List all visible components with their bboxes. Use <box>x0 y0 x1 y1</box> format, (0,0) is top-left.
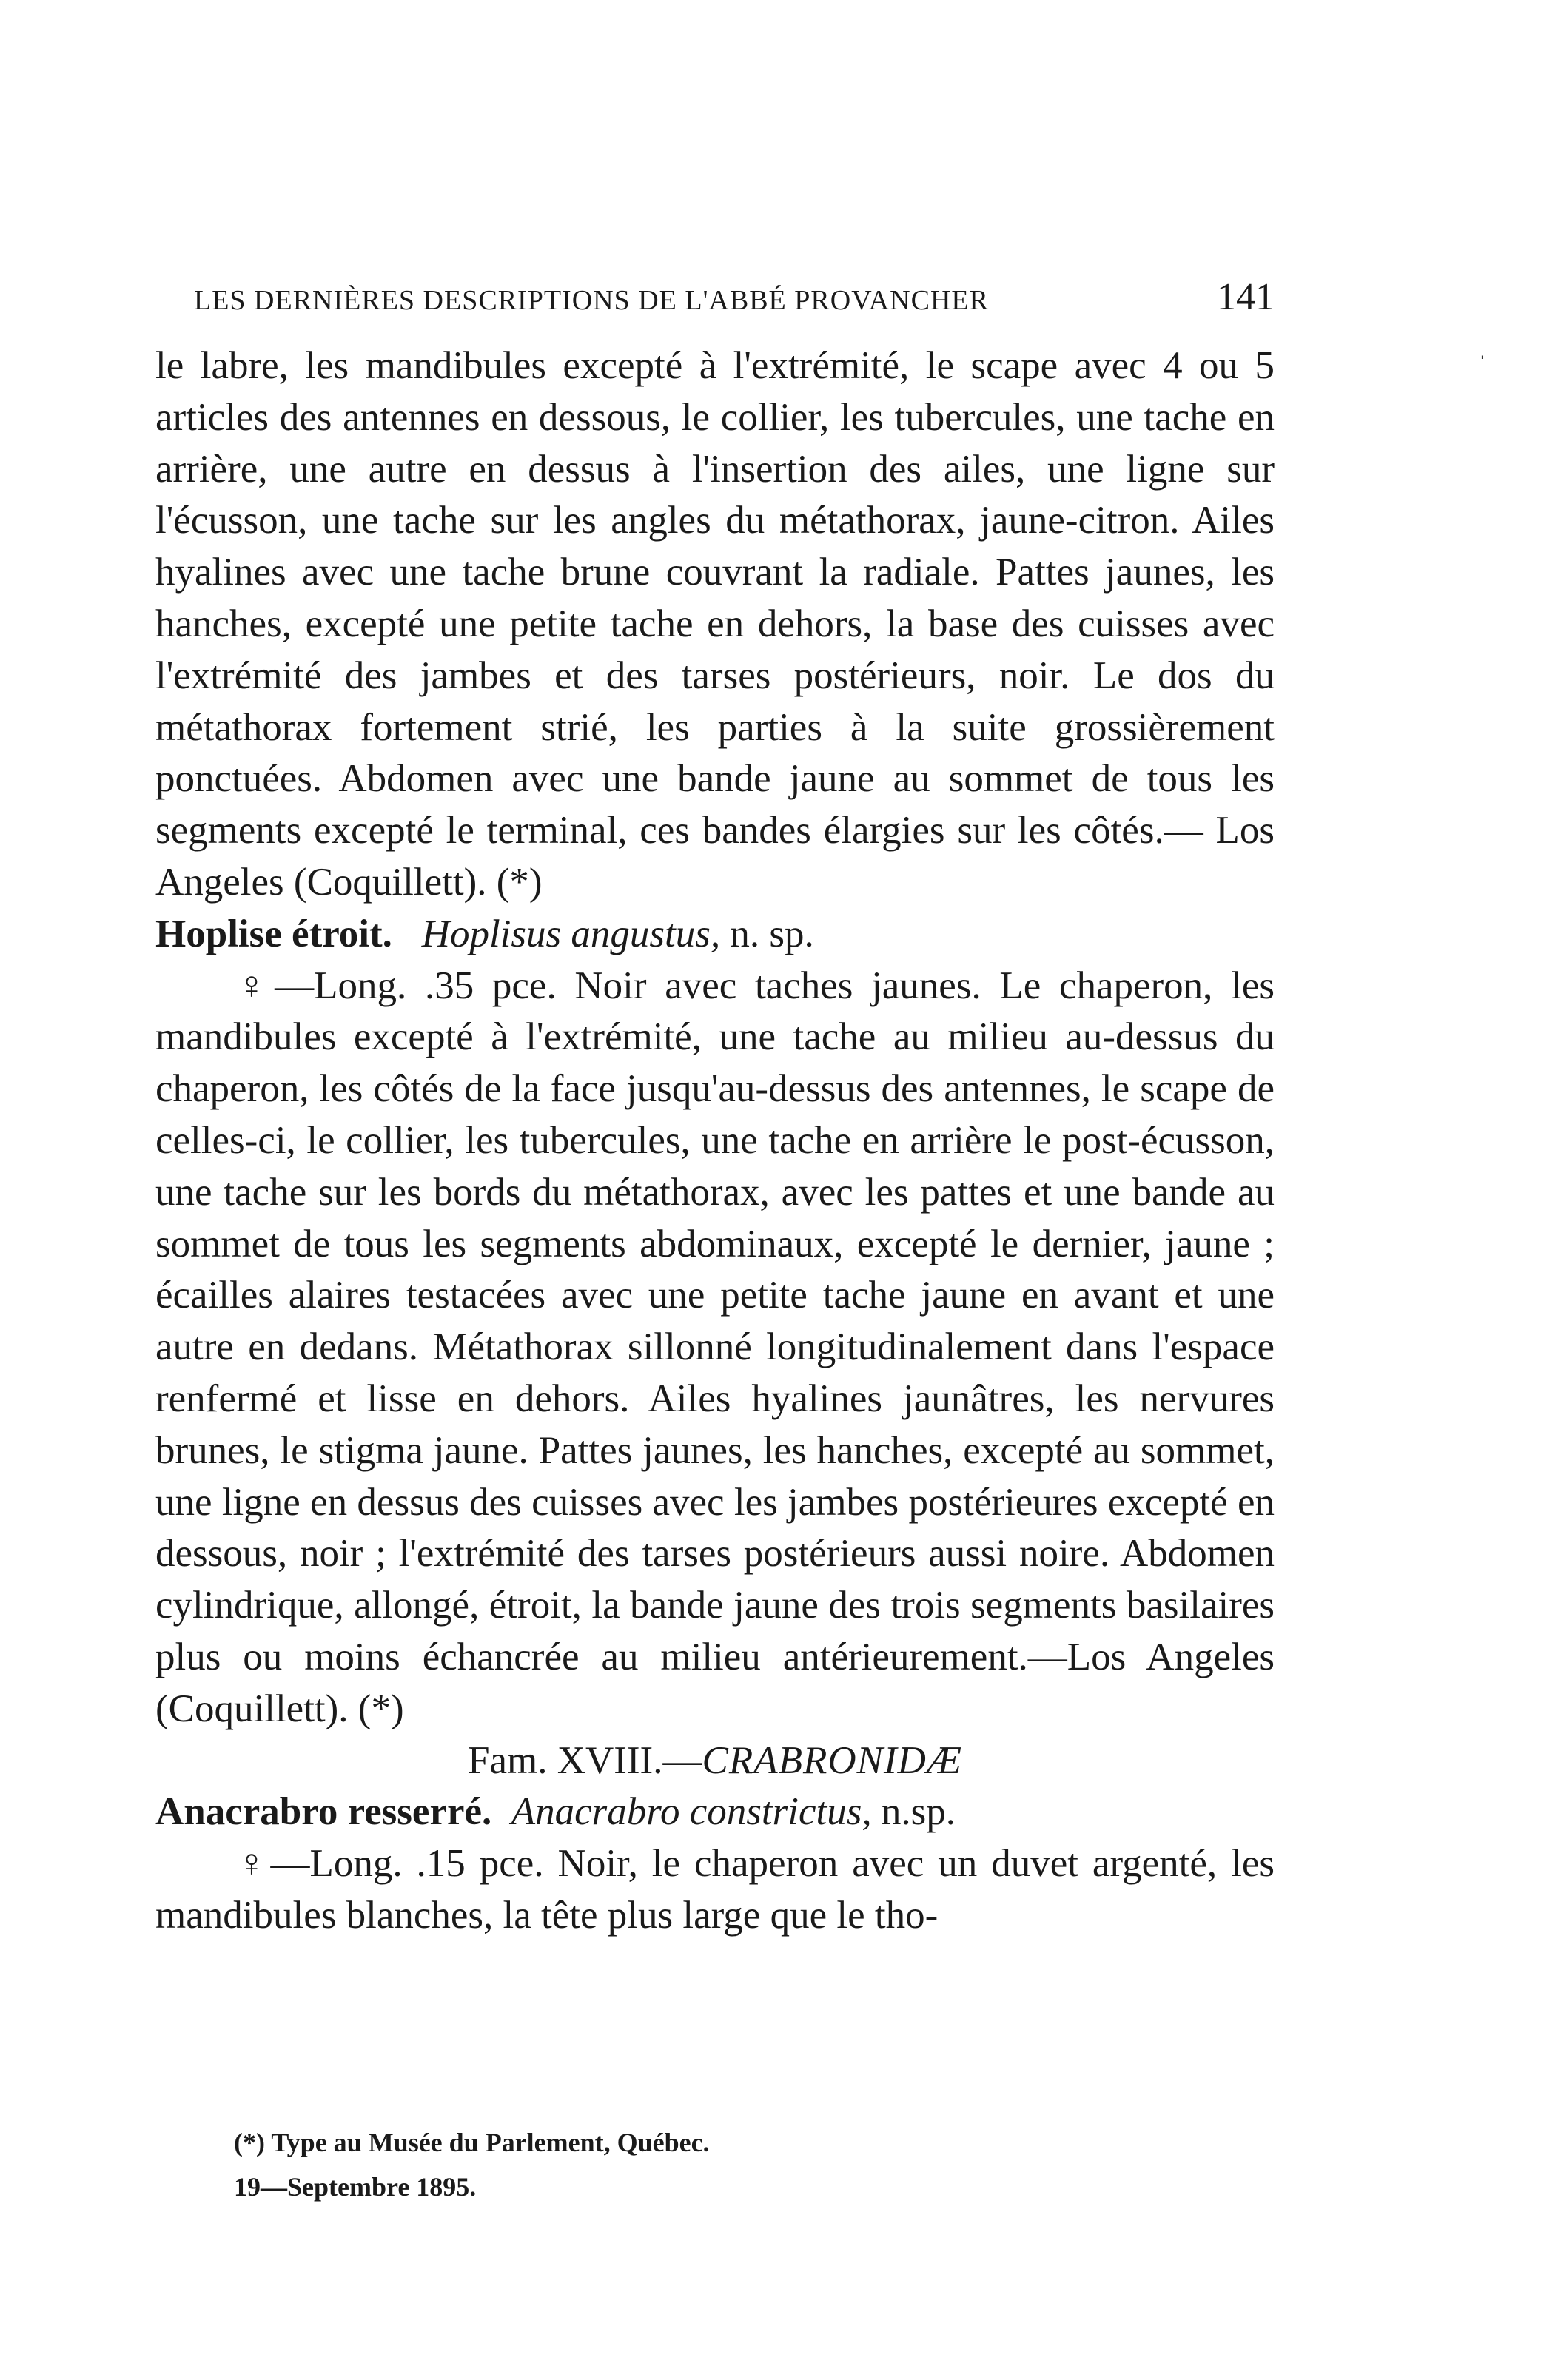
species-heading-hoplisus <box>155 909 1275 961</box>
species-heading-anacrabro <box>155 1786 1275 1838</box>
species-suffix: n.sp. <box>871 1790 956 1834</box>
running-title: LES DERNIÈRES DESCRIPTIONS DE L'ABBÉ PROVANCHER <box>194 285 989 316</box>
paragraph-hoplisus-description: ♀—Long. .35 pce. Noir avec taches jaunes. Le chaperon, les mandibules excepté à l'extrémité, une tache au milieu au-dessus du chaperon, les côtés de la face jusqu'au-dessus des antennes, le scape de celles-ci, le collier, les tubercules, une tache en arrière le post-écusson, une tache sur les bords du métathorax, avec les pattes et une bande au sommet de tous les segments abdominaux, excepté le dernier, jaune ; écailles alaires testacées avec une petite tache jaune en avant et une autre en dedans. Métathorax sillonné longitudinalement dans l'espace renfermé et lisse en dehors. Ailes hyalines jaunâtres, les nervures brunes, le stigma jaune. Pattes jaunes, les hanches, excepté au sommet, une ligne en dessus des cuisses avec les jambes postérieures excepté en dessous, noir ; l'extrémité des tarses postérieurs aussi noire. Abdomen cylindrique, allongé, étroit, la bande jaune des trois segments basilaires plus ou moins échancrée au milieu antérieurement.—Los Angeles (Coquillett). (*) <box>155 964 1275 1730</box>
family-name: CRABRONIDÆ <box>702 1738 962 1782</box>
species-common-name: Hoplise étroit. <box>155 912 392 955</box>
page-number: 141 <box>1217 276 1275 318</box>
footnotes <box>234 2124 1196 2205</box>
footnote-type-location: (*) Type au Musée du Parlement, Québec. <box>234 2128 710 2157</box>
paragraph-anacrabro-description: ♀—Long. .15 pce. Noir, le chaperon avec un duvet argenté, les mandibules blanches, la tête plus large que le tho- <box>155 1842 1275 1937</box>
body-text <box>155 340 1275 1942</box>
page-header <box>194 275 1275 319</box>
species-common-name: Anacrabro resserré. <box>155 1790 492 1834</box>
margin-speck: ˌ <box>1479 337 1486 360</box>
family-prefix: Fam. XVIII.— <box>467 1738 702 1782</box>
printer-signature: 19—Septembre 1895. <box>234 2172 477 2202</box>
paragraph-continuation: le labre, les mandibules excepté à l'extrémité, le scape avec 4 ou 5 articles des antennes en dessous, le collier, les tubercules, une tache en arrière, une autre en dessus à l'insertion des ailes, une ligne sur l'écusson, une tache sur les angles du métathorax, jaune-citron. Ailes hyalines avec une tache brune couvrant la radiale. Pattes jaunes, les hanches, excepté une petite tache en dehors, la base des cuisses avec l'extrémité des jambes et des tarses postérieurs, noir. Le dos du métathorax fortement strié, les parties à la suite grossièrement ponctuées. Abdomen avec une bande jaune au sommet de tous les segments excepté le terminal, ces bandes élargies sur les côtés.— Los Angeles (Coquillett). (*) <box>155 344 1275 904</box>
species-latin-name: Anacrabro constrictus, <box>511 1790 872 1834</box>
family-heading <box>155 1735 1275 1787</box>
species-suffix: n. sp. <box>720 912 814 955</box>
species-latin-name: Hoplisus angustus, <box>421 912 721 955</box>
